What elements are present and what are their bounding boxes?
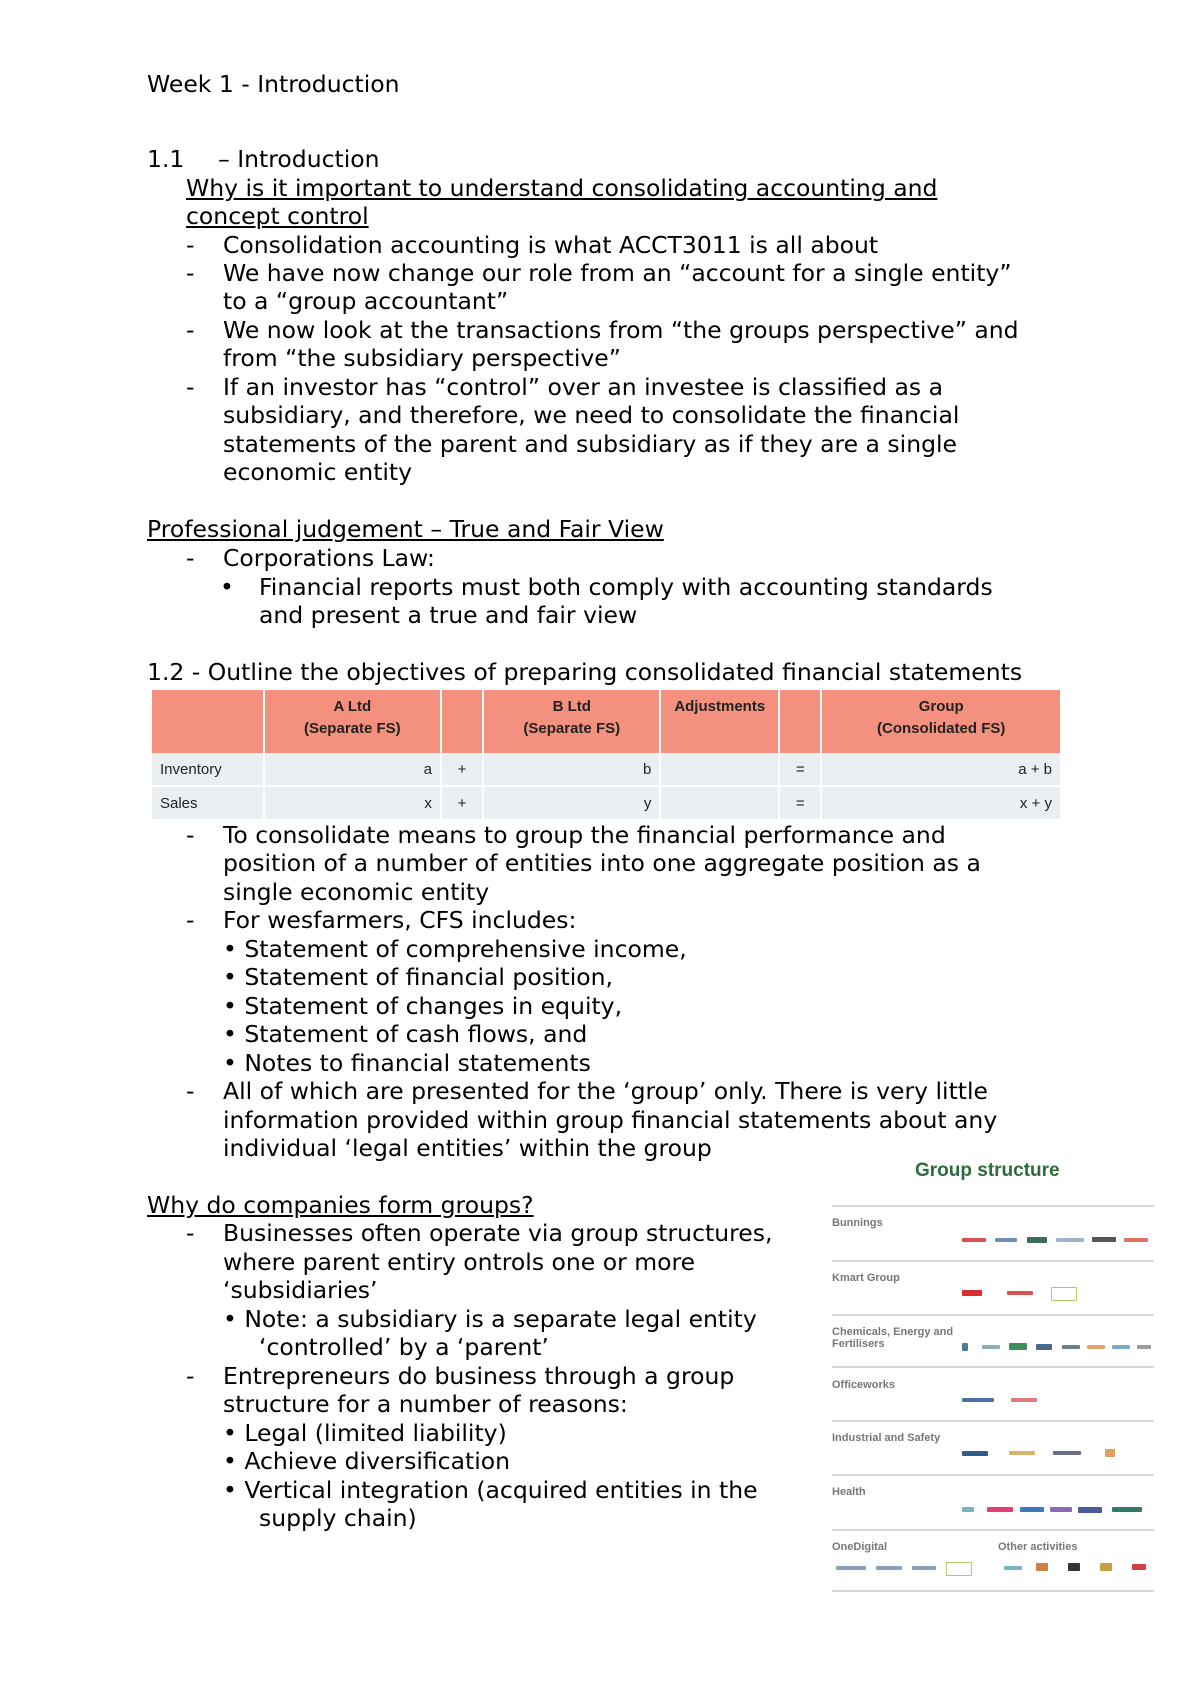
bullet-text: Consolidation accounting is what ACCT3011 is all about: [223, 231, 879, 259]
table-row-label: Inventory: [152, 753, 263, 785]
division-label: Other activities: [998, 1541, 1078, 1553]
brand-logo-icon: [1092, 1237, 1116, 1242]
brand-logo-icon: [1053, 1451, 1081, 1455]
table-cell: a + b: [822, 753, 1060, 785]
brand-logo-icon: [836, 1566, 866, 1570]
brand-logo-icon: [1020, 1507, 1044, 1512]
brand-logo-icon: [962, 1290, 982, 1296]
table-cell: [661, 785, 778, 819]
divider: [832, 1590, 1154, 1592]
division-label: Kmart Group: [832, 1272, 900, 1284]
subheading-line-1: Why is it important to understand consolidating accounting and: [186, 174, 938, 202]
brand-logo-icon: [1009, 1343, 1027, 1350]
division-label: Chemicals, Energy and Fertilisers: [832, 1326, 954, 1350]
divider: [832, 1314, 1154, 1316]
brand-logo-icon: [1078, 1507, 1102, 1513]
brand-logo-icon: [962, 1398, 994, 1402]
division-label: Health: [832, 1486, 866, 1498]
brand-logo-icon: [1112, 1507, 1142, 1512]
sub-bullet-text: supply chain): [259, 1504, 417, 1532]
bullet-dash: -: [186, 544, 195, 572]
bullet-text: position of a number of entities into one aggregate position as a: [223, 849, 981, 877]
subheading-line-2: concept control: [186, 202, 369, 230]
table-cell: y: [484, 785, 659, 819]
page-title: Week 1 - Introduction: [147, 70, 400, 98]
table-cell: a: [265, 753, 440, 785]
bullet-text: For wesfarmers, CFS includes:: [223, 906, 577, 934]
divider: [832, 1366, 1154, 1368]
brand-logo-icon: [962, 1343, 968, 1351]
table-cell: [661, 753, 778, 785]
brand-logo-icon: [1137, 1345, 1151, 1349]
table-cell: +: [442, 785, 482, 819]
brand-logo-icon: [962, 1451, 988, 1456]
bullet-text: economic entity: [223, 458, 413, 486]
brand-logo-icon: [962, 1507, 974, 1512]
division-label: Industrial and Safety: [832, 1432, 941, 1444]
brand-logo-icon: [1011, 1398, 1037, 1402]
bullet-text: where parent entiry ontrols one or more: [223, 1248, 696, 1276]
table-header-op: [442, 690, 482, 753]
division-label: Officeworks: [832, 1379, 895, 1391]
bullet-dash: -: [186, 1219, 195, 1247]
table-header-adjustments: Adjustments: [661, 690, 778, 753]
bullet-text: We have now change our role from an “account for a single entity”: [223, 259, 1012, 287]
sub-bullet-text: ‘controlled’ by a ‘parent’: [259, 1333, 549, 1361]
bullet-text: If an investor has “control” over an investee is classified as a: [223, 373, 944, 401]
bullet-text: Corporations Law:: [223, 544, 435, 572]
table-header-a-ltd: A Ltd (Separate FS): [265, 690, 440, 753]
section-1-2-heading: 1.2 - Outline the objectives of preparing consolidated financial statements: [147, 658, 1023, 686]
sub-bullet-text: • Vertical integration (acquired entities in the: [223, 1476, 758, 1504]
brand-logo-icon: [1112, 1345, 1130, 1349]
brand-logo-icon: [1007, 1291, 1033, 1295]
brand-logo-icon: [1036, 1344, 1052, 1350]
table-row-label: Sales: [152, 785, 263, 819]
bullet-text: ‘subsidiaries’: [223, 1276, 378, 1304]
divider: [832, 1474, 1154, 1476]
sub-bullet-text: and present a true and fair view: [259, 601, 638, 629]
brand-logo-icon: [1050, 1507, 1072, 1512]
group-structure-title: Group structure: [915, 1160, 1060, 1181]
sub-bullet-text: • Note: a subsidiary is a separate legal entity: [223, 1305, 757, 1333]
sub-bullet-text: • Achieve diversification: [223, 1447, 511, 1475]
bullet-dash: -: [186, 821, 195, 849]
section-1-1-number: 1.1: [147, 145, 185, 173]
bullet-text: We now look at the transactions from “the groups perspective” and: [223, 316, 1019, 344]
table-header-empty: [152, 690, 263, 753]
bullet-text: To consolidate means to group the financial performance and: [223, 821, 946, 849]
bullet-text: statements of the parent and subsidiary as if they are a single: [223, 430, 957, 458]
brand-logo-icon: [876, 1566, 902, 1570]
divider: [832, 1205, 1154, 1207]
divider: [832, 1420, 1154, 1422]
sub-bullet-text: • Statement of financial position,: [223, 963, 613, 991]
bullet-text: to a “group accountant”: [223, 287, 509, 315]
sub-bullet-text: • Statement of cash flows, and: [223, 1020, 588, 1048]
bullet-dash: -: [186, 373, 195, 401]
section-1-1-heading: – Introduction: [218, 145, 380, 173]
brand-logo-icon: [1027, 1237, 1047, 1243]
brand-logo-icon: [987, 1507, 1013, 1512]
sub-bullet-text: • Statement of changes in equity,: [223, 992, 623, 1020]
table-cell: =: [780, 785, 820, 819]
sub-bullet-dot: •: [220, 573, 234, 601]
table-header-b-ltd: B Ltd (Separate FS): [484, 690, 659, 753]
bullet-dash: -: [186, 231, 195, 259]
table-header-eq: [780, 690, 820, 753]
brand-logo-icon: [962, 1238, 986, 1242]
brand-logo-icon: [1132, 1564, 1146, 1570]
brand-logo-icon: [1100, 1563, 1112, 1571]
sub-bullet-text: • Notes to financial statements: [223, 1049, 591, 1077]
sub-bullet-text: • Legal (limited liability): [223, 1419, 507, 1447]
brand-logo-icon: [912, 1566, 936, 1570]
bullet-dash: -: [186, 316, 195, 344]
bullet-text: single economic entity: [223, 878, 490, 906]
bullet-text: information provided within group financial statements about any: [223, 1106, 998, 1134]
brand-logo-icon: [1087, 1345, 1105, 1349]
divider: [832, 1260, 1154, 1262]
sub-bullet-text: Financial reports must both comply with accounting standards: [259, 573, 993, 601]
bullet-text: from “the subsidiary perspective”: [223, 344, 621, 372]
bullet-text: Businesses often operate via group structures,: [223, 1219, 773, 1247]
table-cell: x: [265, 785, 440, 819]
sub-bullet-text: • Statement of comprehensive income,: [223, 935, 687, 963]
divider: [832, 1529, 1154, 1531]
brand-logo-icon: [1062, 1345, 1080, 1349]
why-groups-heading: Why do companies form groups?: [147, 1191, 534, 1219]
bullet-dash: -: [186, 1362, 195, 1390]
bullet-text: All of which are presented for the ‘group’ only. There is very little: [223, 1077, 988, 1105]
bullet-dash: -: [186, 259, 195, 287]
professional-judgement-heading: Professional judgement – True and Fair View: [147, 515, 664, 543]
bullet-text: structure for a number of reasons:: [223, 1390, 628, 1418]
table-cell: =: [780, 753, 820, 785]
brand-logo-icon: [1068, 1563, 1080, 1571]
bullet-text: individual ‘legal entities’ within the group: [223, 1134, 712, 1162]
brand-logo-icon: [982, 1345, 1000, 1349]
division-label: OneDigital: [832, 1541, 888, 1553]
bullet-text: Entrepreneurs do business through a group: [223, 1362, 735, 1390]
bullet-dash: -: [186, 906, 195, 934]
brand-logo-icon: [995, 1238, 1017, 1242]
table-header-group: Group (Consolidated FS): [822, 690, 1060, 753]
brand-logo-icon: [1036, 1563, 1048, 1571]
table-cell: +: [442, 753, 482, 785]
brand-logo-icon: [1124, 1238, 1148, 1242]
bullet-dash: -: [186, 1077, 195, 1105]
brand-logo-icon: [1004, 1566, 1022, 1570]
bullet-text: subsidiary, and therefore, we need to consolidate the financial: [223, 401, 960, 429]
brand-logo-icon: [1009, 1451, 1035, 1455]
brand-logo-icon: [1105, 1449, 1115, 1457]
division-label: Bunnings: [832, 1217, 883, 1229]
table-cell: x + y: [822, 785, 1060, 819]
table-cell: b: [484, 753, 659, 785]
consolidation-table: [150, 690, 1062, 819]
brand-logo-icon: [946, 1562, 972, 1576]
brand-logo-icon: [1056, 1238, 1084, 1242]
brand-logo-icon: [1051, 1287, 1077, 1301]
